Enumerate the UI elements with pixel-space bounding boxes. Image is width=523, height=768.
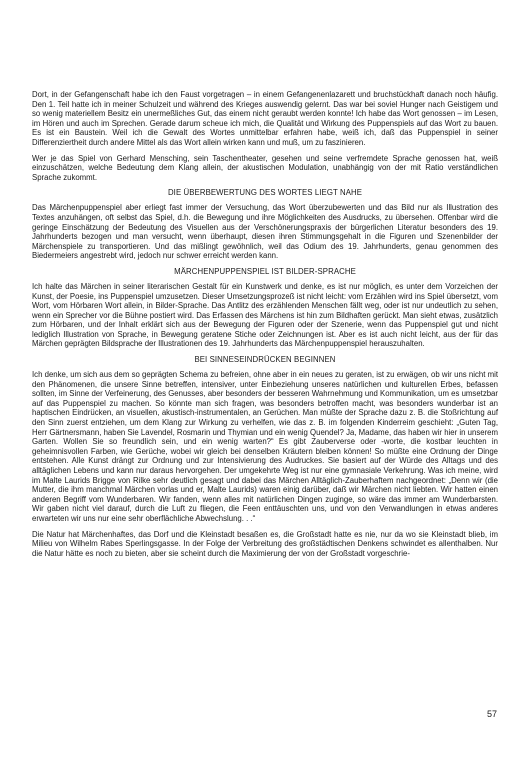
document-page xyxy=(32,90,498,564)
section3-paragraph-1: Ich denke, um sich aus dem so geprägten Schema zu befreien, ohne aber in ein neues zu geraten, ist zu erwägen, ob wir uns nicht mit den Phänomenen, die unsere Sinne betreffen, intensiver, unter Einbeziehung unseres natürlichen und kulturellen Erbes, befassen sollten, im Sinne der Verfeinerung, des Genusses, aber besonders der besseren Wahrnehmung und Kommunikation, um es umsetzbar auf das Puppenspiel zu machen. So könnte man sich fragen, was besonders betroffen macht, was besonders wunderbar ist an haptischen Eindrücken, an visuellen, akustisch-instrumentalen, an Gerüchen. Man müßte der Sprache dazu z. B. die Stoßrichtung auf den Sinn zuerst entziehen, um dem Klang zur Wirkung zu verhelfen, wie das z. B. im folgenden Kinderreim geschieht: „Guten Tag, Herr Gärtnersmann, haben Sie Lavendel, Rosmarin und Thymian und ein wenig Quendel? Ja, Madame, das haben wir hier in unserem Garten. Wollen Sie so freundlich sein, und ein wenig warten?“ Es gibt Zauberverse oder -worte, die kostbar leuchten in geheimnisvollen Farben, wie Gerüche, wobei wir gleich bei denselben Kräutern bleiben können! So müßte eine Ordnung der Dinge entstehen. Alle Kunst drängt zur Ordnung und zur Intensivierung des Audruckes. Sie basiert auf der Würde des Alltags und des alltäglichen Lebens und kann nur daraus hervorgehen. Der umgekehrte Weg ist nur eine gymnasiale Verkehrung. Was ich meine, wird im Malte Laurids Brigge von Rilke sehr deutlich gesagt und dabei das Märchen Alltäglich-Zauberhaftem nachgeordnet: „Denn wir (die Mutter, die ihm manchmal Märchen vorlas und er, Malte Laurids) waren einig darüber, daß wir Märchen nicht liebten. Wir hatten einen anderen Begriff vom Wunderbaren. Wir fanden, wenn alles mit natürlichen Dingen zuginge, so wäre das immer am Wunderbarsten. Wir gaben nicht viel darauf, durch die Luft zu fliegen, die Feen enttäuschten uns, und von den Verwandlungen in etwas anderes erwarteten wir uns nur eine sehr oberflächliche Abwechslung. . .“ xyxy=(32,370,498,523)
section1-paragraph-1: Das Märchenpuppenspiel aber erliegt fast immer der Versuchung, das Wort überzubewerten und das Bild nur als Illustration des Textes anzuhängen, oft selbst das Spiel, d.h. die Bewegung und ihre Möglichkeiten des Ausdrucks, zu übersehen. Offenbar wird die geringe Einschätzung der Bedeutung des Visuellen aus der Verschönerungspraxis der bürgerlichen Literatur besonders des 19. Jahrhunderts bezogen und man versucht, wenn überhaupt, diesen ihren Stimmungsgehalt in die Figuren und Szenenbilder der Märchenspiele zu transportieren. Und das mißlingt gewöhnlich, weil das Odium des 19. Jahrhunderts, genau genommen des Biedermeiers angestrebt wird, jedoch nur schwer erreicht werden kann. xyxy=(32,203,498,261)
intro-paragraph-2: Wer je das Spiel von Gerhard Mensching, sein Taschentheater, gesehen und seine verfremdete Sprache genossen hat, weiß einzuschätzen, welche Bedeutung dem Klang allein, der akustischen Modulation, unabhängig von der mit Ratio verständlichen Sprache zukommt. xyxy=(32,153,498,182)
section-heading-sensory-impressions: BEI SINNESEINDRÜCKEN BEGINNEN xyxy=(194,355,336,365)
section-heading-picture-language: MÄRCHENPUPPENSPIEL IST BILDER-SPRACHE xyxy=(174,266,356,276)
section-heading-overvaluation: DIE ÜBERBEWERTUNG DES WORTES LIEGT NAHE xyxy=(167,188,363,198)
section2-paragraph-1: Ich halte das Märchen in seiner literarischen Gestalt für ein Kunstwerk und denke, es ist nur möglich, es unter dem Vorzeichen der Kunst, der Poesie, ins Puppenspiel umzusetzen. Dieser Umsetzungsprozeß ist nicht leicht: vom Erzählen wird ins Spiel übersetzt, vom Wort, vom Hörbaren Wort allein, in Bilder-Sprache. Das Antlitz des erzählenden Menschen fällt weg, oder ist nur undeutlich zu sehen, wenn ein Sprecher vor die Bühne postiert wird. Das Erfassen des Märchens ist hin zum Bildhaften gerückt. Man sieht etwas, zusätzlich zum Hörbaren, und der Inhalt erklärt sich aus der Bewegung der Figuren oder der Szenerie, wenn das Puppenspiel gut und nicht lediglich Illustration von Sprache, in Bewegung geratene Stiche oder Zeichnungen ist. Aber es ist auch nicht leicht, aus der für das Märchen geprägten Bildsprache der Illustrationen des 19. Jahrhunderts das Märchenpuppenspiel herauszuhalten. xyxy=(32,281,498,349)
page-number: 57 xyxy=(486,709,497,719)
section3-paragraph-2: Die Natur hat Märchenhaftes, das Dorf und die Kleinstadt besaßen es, die Großstadt hatte es nie, nur da wo sie Kleinstadt blieb, im Milieu von Wilhelm Rabes Sperlingsgasse. In der Folge der Verbreitung des großstädtischen Denkens schwindet es allenthalben. Nur die Natur hätte es noch zu bieten, aber sie scheint durch die Maximierung der von der Großstadt vorgeschrie- xyxy=(32,529,498,558)
intro-paragraph-1: Dort, in der Gefangenschaft habe ich den Faust vorgetragen – in einem Gefangenenlazarett und bruchstückhaft danach noch häufig. Den 1. Teil hatte ich in meiner Schulzeit und während des Krieges auswendig gelernt. Das war bei soviel Hunger nach Geistigem und so wenig materiellem Besitz ein unermeßliches Gut, das einem nicht geraubt werden konnte! Ich habe das Wort genossen – im Lesen, im Hören und auch im Sprechen. Gerade darum scheue ich mich, die Qualität und Wirkung des Puppenspiels auf das Wort zu bauen. Es ist ein Baustein. Weil ich die Gewalt des Wortes unmittelbar erfahren habe, weiß ich, daß das Puppenspiel in seiner Differenziertheit durch andere Mittel als das Wort allein wirken kann und muß, um zu faszinieren. xyxy=(32,90,498,147)
